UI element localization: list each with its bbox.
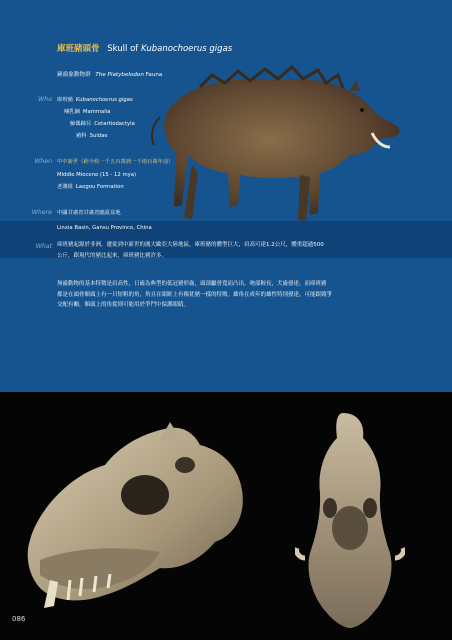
page-title: [57, 42, 232, 54]
class-zh: 哺乳綱: [64, 109, 80, 115]
what-p2-line: 無齒動物的基本特徵是肩高性，日齒為典型的低冠豬形齒，頭部顱骨寬而凸出，吻部較長，犬齒發達。而庫班豬: [57, 281, 327, 287]
who-family: [76, 132, 108, 140]
when-label: When: [34, 158, 52, 165]
class-en: Mammalia: [82, 109, 111, 115]
when-en: Middle Miocene (15 - 12 mya): [57, 172, 137, 178]
title-zh: 庫班豬頭骨: [57, 44, 100, 54]
title-en: [107, 44, 232, 54]
fauna-en-prefix: The: [95, 72, 108, 78]
fauna-line: [57, 70, 162, 78]
fauna-zh: 鏟齒象動物群: [57, 72, 91, 78]
what-paragraph-1: [57, 240, 417, 261]
order-en: Cetartiodactyla: [94, 121, 135, 127]
what-paragraph-2: [57, 279, 417, 311]
when-formation: [57, 183, 124, 191]
fauna-en: [95, 72, 162, 78]
order-zh: 鯨偶蹄目: [70, 121, 92, 127]
title-en-prefix: Skull of: [107, 44, 141, 54]
where-label: Where: [31, 209, 52, 216]
family-zh: 豬科: [76, 133, 87, 139]
what-p1-line: 庫班豬起源於非洲，遷徙到中新世的廣大歐亞大陸地區，庫班豬的體型巨大，肩高可達1.2公尺，體重超過500: [57, 242, 324, 248]
where-en: Linxia Basin, Gansu Province, China: [57, 225, 152, 231]
page-number: 086: [12, 615, 26, 623]
formation-en: Laogou Formation: [75, 184, 124, 190]
who-class: [64, 108, 110, 116]
who-genus: [57, 96, 133, 104]
fauna-en-genus: Platybelodon: [107, 72, 144, 78]
skull-dorsal-photo: [295, 408, 405, 633]
what-p2-line: 交配有關，額頭上的角從則可能用於爭鬥中保護眼睛。: [57, 302, 190, 308]
when-zh: 中中新世（距今約一千五百萬到一千兩百萬年前）: [57, 159, 174, 165]
what-label: What: [35, 243, 52, 250]
who-order: [70, 120, 135, 128]
what-p1-line: 公斤，跟現代的豬比起來，庫班豬比豬許多。: [57, 252, 168, 259]
family-en: Suidae: [89, 133, 108, 139]
genus-zh: 庫班豬: [57, 97, 73, 103]
formation-zh: 老溝組: [57, 184, 73, 190]
what-p2-line: 都是在頭骨額頭上有一只短粗的角，角且在眼眶上有像犹豬一樣的特徵。雄角在成年的雄性特別發達，可能跟競爭: [57, 291, 333, 298]
where-zh: 中國甘肅省甘肅省臨夏盆地: [57, 210, 121, 216]
fauna-en-suffix: Fauna: [143, 72, 163, 78]
kubanochoerus-illustration: [140, 55, 410, 230]
skull-lateral-photo: [10, 420, 260, 620]
genus-en: Kubanochoerus gigas: [75, 97, 133, 103]
who-label: Who: [38, 96, 52, 103]
title-en-genus: Kubanochoerus gigas: [140, 44, 233, 54]
